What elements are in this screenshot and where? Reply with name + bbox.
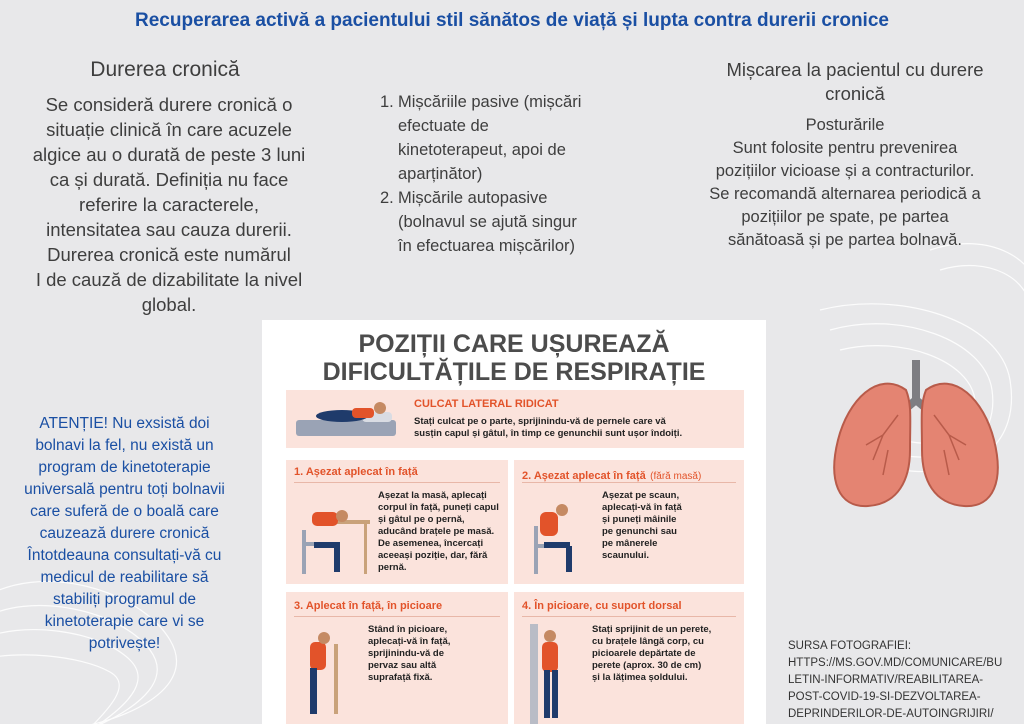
paragraph-line: Se consideră durere cronică o xyxy=(45,94,293,115)
panel-line: scaunului. xyxy=(602,550,649,561)
panel-line: picioarele depărtate de xyxy=(592,648,696,659)
list-number: 1. xyxy=(380,93,394,111)
panel-line: pe genunchi sau xyxy=(602,526,677,537)
panel-line: De asemenea, încercați xyxy=(378,538,484,549)
list-line: în efectuarea mișcărilor) xyxy=(398,237,575,255)
paragraph-line: ca și durată. Definiția nu face xyxy=(49,169,289,190)
title-line: DIFICULTĂȚILE DE RESPIRAȚIE xyxy=(322,358,706,386)
list-line: efectuate de xyxy=(398,117,489,135)
heading-line: Mișcarea la pacientul cu durere xyxy=(726,59,984,80)
paragraph-line: global. xyxy=(141,294,197,315)
panel-heading: 2. Așezat aplecat în față xyxy=(522,470,646,482)
paragraph-line: I de cauză de dizabilitate la nivel xyxy=(35,269,303,290)
paragraph-line: Durerea cronică este numărul xyxy=(47,244,291,265)
panel-line: Așezat la masă, aplecați xyxy=(378,490,487,501)
paragraph-line: situație clinică în care acuzele xyxy=(46,119,292,140)
panel-line: și la lățimea șoldului. xyxy=(592,672,688,683)
heading-line: cronică xyxy=(825,83,885,104)
note-line: kinetoterapie care vi se xyxy=(44,613,205,630)
paragraph-line: pozițiilor pe spate, pe partea xyxy=(741,208,949,226)
panel-line: pe mânerele xyxy=(602,538,658,549)
panel-text xyxy=(592,624,740,684)
panel-lying-lateral xyxy=(286,390,744,448)
standing-forward-illustration xyxy=(294,624,374,724)
note-line: bolnavi la fel, nu există un xyxy=(35,437,214,454)
paragraph-line: intensitatea sau cauza durerii. xyxy=(46,219,292,240)
posturing-section xyxy=(675,114,1015,252)
paragraph-line: Sunt folosite pentru prevenirea xyxy=(732,139,958,157)
panel-seated-no-table xyxy=(514,460,744,584)
panel-line: și puneți mâinile xyxy=(602,514,677,525)
note-line: stabiliți programul de xyxy=(52,591,196,608)
attention-note xyxy=(2,413,247,655)
panel-line: Stați culcat pe o parte, sprijinindu-vă de pernele care vă xyxy=(414,416,666,427)
panel-text xyxy=(602,490,738,562)
note-line: potrivește! xyxy=(88,635,161,652)
panel-line: Stând în picioare, xyxy=(368,624,448,635)
source-line: DEPRINDERILOR-DE-AUTOINGRIJIRI/ xyxy=(788,708,994,720)
paragraph-line: Se recomandă alternarea periodică a xyxy=(709,185,981,203)
panel-heading: 4. În picioare, cu suport dorsal xyxy=(522,600,682,612)
note-line: medicul de reabilitare să xyxy=(40,569,209,586)
note-line: program de kinetoterapie xyxy=(38,459,211,476)
seated-chair-illustration xyxy=(524,490,594,580)
panel-line: pernă. xyxy=(378,562,407,573)
source-line: SURSA FOTOGRAFIEI: xyxy=(788,640,912,652)
source-line: LETIN-INFORMATIV/REABILITAREA- xyxy=(788,674,984,686)
note-line: cauzează durere cronică xyxy=(39,525,210,542)
source-line: POST-COVID-19-SI-DEZVOLTAREA- xyxy=(788,691,981,703)
paragraph-line: referire la caracterele, xyxy=(79,194,259,215)
lungs-illustration xyxy=(828,360,1013,510)
panel-line: sprijinindu-vă de xyxy=(368,648,445,659)
standing-wall-illustration xyxy=(524,624,584,724)
panel-line: cu brațele lângă corp, cu xyxy=(592,636,704,647)
photo-source-note xyxy=(788,638,1013,723)
panel-line: aplecați-vă în față xyxy=(602,502,682,513)
breathing-positions-infographic xyxy=(262,320,766,724)
panel-line: și gâtul pe o pernă, xyxy=(378,514,465,525)
panel-heading: 1. Așezat aplecat în față xyxy=(294,466,418,478)
panel-text xyxy=(368,624,498,684)
panel-standing-forward xyxy=(286,592,508,724)
list-item xyxy=(380,90,640,186)
list-line: Mișcările autopasive xyxy=(398,189,548,207)
panel-text xyxy=(414,416,734,440)
paragraph-line: algice au o durată de peste 3 luni xyxy=(32,144,306,165)
movement-heading xyxy=(680,58,1024,106)
infographic-title xyxy=(262,330,766,386)
panel-line: suprafață fixă. xyxy=(368,672,433,683)
panel-standing-wall xyxy=(514,592,744,724)
lying-person-illustration xyxy=(292,394,402,444)
note-line: Întotdeauna consultați-vă cu xyxy=(27,547,222,564)
panel-line: pervaz sau altă xyxy=(368,660,437,671)
paragraph-line: sănătoasă și pe partea bolnavă. xyxy=(728,231,962,249)
panel-line: corpul în față, puneți capul xyxy=(378,502,499,513)
panel-line: aducând brațele pe masă. xyxy=(378,526,495,537)
list-line: kinetoterapeut, apoi de xyxy=(398,141,566,159)
list-number: 2. xyxy=(380,189,394,207)
page-title: Recuperarea activă a pacientului stil sănătos de viață și lupta contra durerii cronice xyxy=(135,10,889,31)
panel-line: Așezat pe scaun, xyxy=(602,490,680,501)
list-line: (bolnavul se ajută singur xyxy=(398,213,577,231)
panel-line: Stați sprijinit de un perete, xyxy=(592,624,712,635)
panel-line: aceeași poziție, dar, fără xyxy=(378,550,488,561)
panel-text xyxy=(378,490,504,574)
seated-table-illustration xyxy=(294,490,374,580)
note-line: universală pentru toți bolnavii xyxy=(24,481,225,498)
panel-heading: CULCAT LATERAL RIDICAT xyxy=(414,398,559,410)
chronic-pain-paragraph xyxy=(4,92,334,317)
note-line: ATENȚIE! Nu exsistă doi xyxy=(39,415,210,432)
panel-seated-forward xyxy=(286,460,508,584)
panel-line: aplecați-vă în față, xyxy=(368,636,451,647)
chronic-pain-heading: Durerea cronică xyxy=(90,58,240,81)
title-line: POZIȚII CARE UȘUREAZĂ xyxy=(358,330,670,358)
source-line: HTTPS://MS.GOV.MD/COMUNICARE/BU xyxy=(788,657,1003,669)
panel-line: susțin capul și gâtul, în timp ce genunchii sunt ușor îndoiți. xyxy=(414,428,683,439)
list-line: aparținător) xyxy=(398,165,483,183)
list-line: Mișcăriile pasive (mișcări xyxy=(398,93,582,111)
posturing-subheading: Posturările xyxy=(805,116,885,134)
movement-types-list xyxy=(380,90,640,258)
note-line: care suferă de o boală care xyxy=(30,503,219,520)
panel-heading: 3. Aplecat în față, în picioare xyxy=(294,600,443,612)
list-item xyxy=(380,186,640,258)
paragraph-line: pozițiilor vicioase și a contracturilor. xyxy=(715,162,975,180)
panel-line: perete (aprox. 30 de cm) xyxy=(592,660,702,671)
panel-heading-extra: (fără masă) xyxy=(650,471,702,482)
